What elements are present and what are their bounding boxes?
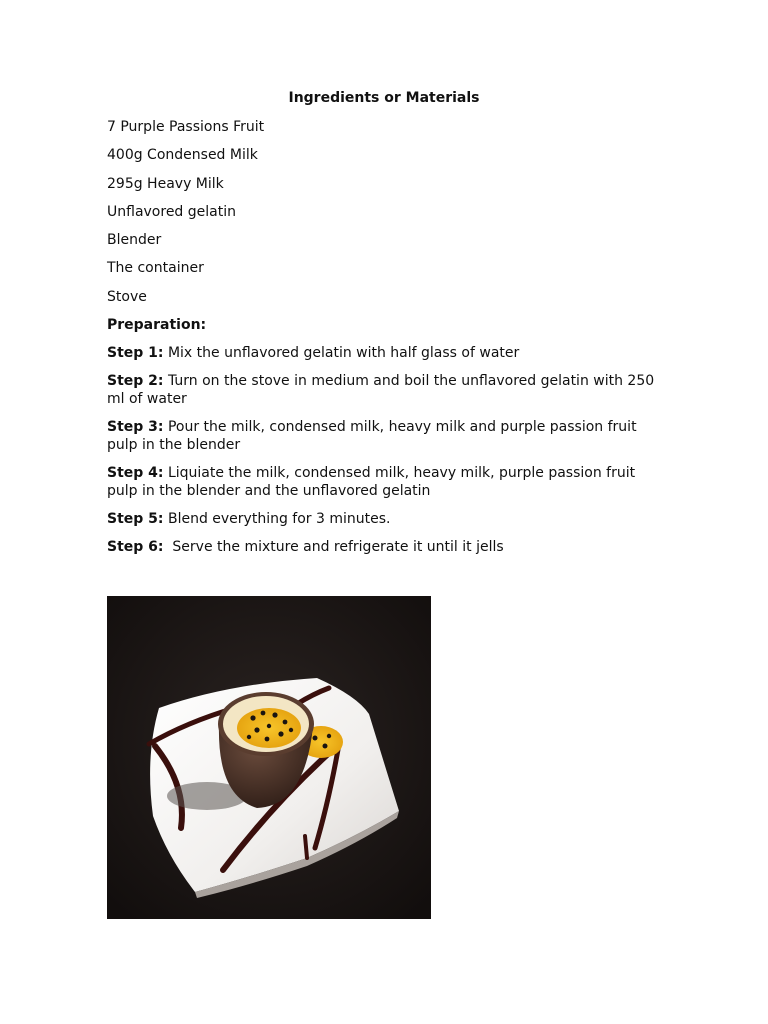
step-text: Serve the mixture and refrigerate it until it jells (163, 539, 504, 555)
step-text: Liquiate the milk, condensed milk, heavy milk, purple passion fruit pulp in the blender and the unflavored gelatin (107, 465, 636, 499)
step-2 (107, 372, 667, 408)
preparation-heading: Preparation: (107, 317, 207, 333)
ingredient-item: The container (107, 260, 204, 276)
step-6 (107, 538, 667, 556)
step-5 (107, 510, 667, 528)
dessert-photo (107, 596, 431, 919)
step-4 (107, 464, 667, 500)
ingredient-item: 295g Heavy Milk (107, 176, 224, 192)
step-text: Turn on the stove in medium and boil the unflavored gelatin with 250 ml of water (107, 373, 655, 407)
step-text: Pour the milk, condensed milk, heavy milk and purple passion fruit pulp in the blender (107, 419, 637, 453)
step-label: Step 4: (107, 465, 164, 481)
step-text: Mix the unflavored gelatin with half glass of water (163, 345, 520, 361)
step-1 (107, 344, 667, 362)
ingredient-item: Unflavored gelatin (107, 204, 236, 220)
step-3 (107, 418, 667, 454)
ingredient-item: Blender (107, 232, 162, 248)
step-label: Step 1: (107, 345, 164, 361)
ingredient-item: 400g Condensed Milk (107, 147, 258, 163)
step-label: Step 6: (107, 539, 164, 555)
step-label: Step 5: (107, 511, 164, 527)
page-title: Ingredients or Materials (288, 90, 480, 106)
step-label: Step 3: (107, 419, 164, 435)
step-text: Blend everything for 3 minutes. (163, 511, 391, 527)
ingredient-item: Stove (107, 289, 147, 305)
ingredient-item: 7 Purple Passions Fruit (107, 119, 265, 135)
step-label: Step 2: (107, 373, 164, 389)
